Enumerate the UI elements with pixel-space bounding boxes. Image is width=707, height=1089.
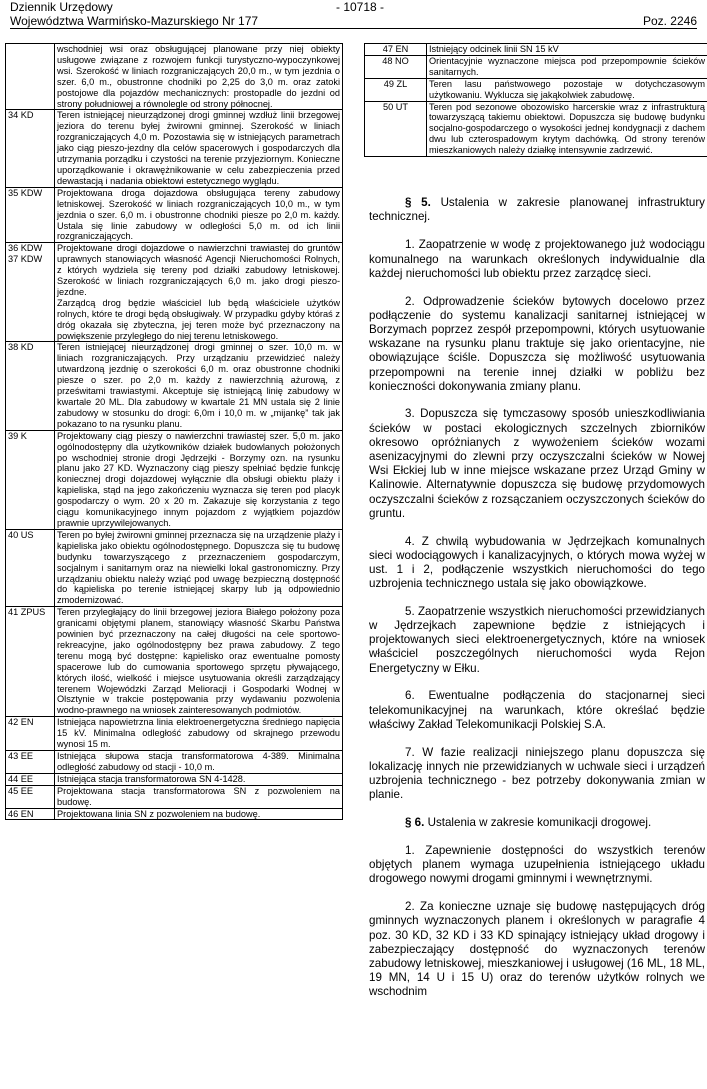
zone-description: Teren istniejącej nieurządzonej drogi gminnej o szer. 10,0 m. w liniach rozgraniczających. Przy urządzaniu przewidzieć należy utwardzoną jezdnię o szerokości 6,0 m. oraz obustronne chodniki piesze o szer. po 2,0 m. każdy z nawierzchnią ażurową, z prześwitami trawiastymi. Akceptuje się istniejącą linię zabudowy w kwartale 20 ML. Dla zabudowy w kwartale 21 MN ustala się 2 linie zabudowy w stosunku do drogi: 6,0m i 10,0 m. w „mijankę” tak jak pokazano to na rysunku planu. (55, 342, 343, 430)
zone-code: 36 KDW 37 KDW (6, 243, 55, 342)
zone-code: 47 EN (365, 44, 427, 56)
page-number: - 10718 - (336, 0, 385, 14)
table-row (6, 44, 343, 110)
zone-description: Istniejąca słupowa stacja transformatorowa 4-389. Minimalna odległość zabudowy od stacji - 10,0 m. (55, 751, 343, 774)
zoning-table-left (5, 43, 343, 820)
zone-description: Projektowany ciąg pieszy o nawierzchni trawiastej szer. 5,0 m. jako ogólnodostępny dla użytkowników działek budowlanych położonych po wschodniej stronie drogi Jędrzejki - Borzymy ozn. na rysunku planu jako 27 KD. Wyznaczony ciąg pieszy spełniać będzie funkcję koniecznej drogi dojazdowej wyłącznie dla obsługi obiektu plaży i kąpieliska, stąd na jego zakończeniu wyznacza się teren pod placyk gospodarczy o wym. 20 x 20 m. Zakazuje się korzystania z tego ciągu komunikacyjnego innym pojazdom z wyjątkiem pojazdów prawnie uprzywilejowanych. (55, 430, 343, 529)
position-number: Poz. 2246 (642, 14, 697, 28)
zone-description: Teren pod sezonowe obozowisko harcerskie wraz z infrastrukturą towarzyszącą takiemu obiektowi. Dopuszcza się budowę budynku socjalno-gospodarczego o wysokości jednej kondygnacji z dachem dwu lub czterospadowym krytym dachówką. Od strony terenów mieszkaniowych należy działkę intensywnie zadrzewić. (427, 101, 707, 157)
zone-description: Teren istniejącej nieurządzonej drogi gminnej wzdłuż linii brzegowej jeziora do terenu byłej żwirowni gminnej. Szerokość w liniach rozgraniczających 4,0 m. Pozostawia się w istniejących parametrach jako ciąg pieszo-jezdny dla celów spacerowych i gospodarczych dla utrzymania porządku i czystości na terenie przyjeziornym. Konieczne uporządkowanie i okrawężnikowanie w celu zabezpieczenia przed dewastacją i nadania obiektowi estetycznego wyglądu. (55, 110, 343, 187)
zone-code: 43 EE (6, 751, 55, 774)
table-row (6, 110, 343, 187)
table-row (6, 430, 343, 529)
table-row (6, 773, 343, 785)
zone-description: Istniejąca napowietrzna linia elektroenergetyczna średniego napięcia 15 kV. Minimalna odległość zabudowy od skrajnego przewodu wynosi 15 m. (55, 717, 343, 751)
page-header (10, 0, 697, 34)
table-row (6, 187, 343, 243)
zone-code: 34 KD (6, 110, 55, 187)
zone-code: 49 ZL (365, 78, 427, 101)
paragraph-6-1: 1. Zapewnienie dostępności do wszystkich terenów objętych planem wymaga uzupełnienia istniejącego układu drogowego nowymi drogami gminnymi i wewnętrznymi. (369, 844, 705, 886)
table-row (365, 55, 707, 78)
table-row (6, 243, 343, 342)
zone-description: Projektowana linia SN z pozwoleniem na budowę. (55, 808, 343, 820)
table-row (365, 78, 707, 101)
zone-description: Teren po byłej żwirowni gminnej przeznacza się na urządzenie plaży i kąpieliska jako obiektu ogólnodostępnego. Dopuszcza się tu budowę budynku towarzyszącego z przeznaczeniem gospodarczym, socjalnym i sanitarnym oraz na niewielki lokal gastronomiczny. Przy urządzaniu obiektu należy wziąć pod uwagę bezpieczną dostępność do kąpieliska po terenie istniejącej skarpy lub ją odpowiednio zmodernizować. (55, 529, 343, 606)
zone-code: 35 KDW (6, 187, 55, 243)
zoning-table-right (364, 43, 707, 157)
table-row (365, 44, 707, 56)
paragraph-5-5: 5. Zaopatrzenie wszystkich nieruchomości przewidzianych w Jędrzejkach zapewnione będzie z istniejących i projektowanych sieci elektroenergetycznych, które na wniosek właściciel poszczególnych nieruchomości wyda Rejon Energetyczny w Ełku. (369, 604, 705, 675)
zone-code: 39 K (6, 430, 55, 529)
zone-code: 44 EE (6, 773, 55, 785)
table-row (6, 342, 343, 430)
paragraph-5-1: 1. Zaopatrzenie w wodę z projektowanego już wodociągu komunalnego na warunkach określonych indywidualnie dla każdej nieruchomości lub obiektu przez zarządcę sieci. (369, 238, 705, 280)
zone-description: wschodniej wsi oraz obsługującej planowane przy niej obiekty usługowe związane z rozwojem funkcji turystyczno-wypoczynkowej wsi. Szerokość w liniach rozgraniczających 20,0 m., w tym jezdnia o szer. 6,0 m., obustronne chodniki po 2,25 do 3,0 m. oraz zatoki postojowe dla pojazdów mechanicznych: prostopadle do jezdni od strony południowej a równolegle od strony północnej. (55, 44, 343, 110)
zone-code: 40 US (6, 529, 55, 606)
header-rule (10, 28, 697, 29)
table-row (6, 751, 343, 774)
table-row (365, 101, 707, 157)
zone-code: 50 UT (365, 101, 427, 157)
table-row (6, 808, 343, 820)
paragraph-5-3: 3. Dopuszcza się tymczasowy sposób unieszkodliwiania ścieków w postaci ekologicznych szczelnych zbiorników okresowo opróżnianych z wywożeniem ścieków wozami asenizacyjnymi do zlewni przy oczyszczalni ścieków w Nowej Wsi Ełckiej lub w inne miejsce wskazane przez Urząd Gminy w Kalinowie. Alternatywnie dopuszcza się budowę przydomowych oczyszczalni ścieków z rozsączaniem oczyszczonych ścieków do gruntu. (369, 407, 705, 520)
paragraph-5-2: 2. Odprowadzenie ścieków bytowych docelowo przez podłączenie do systemu kanalizacji sanitarnej istniejącej w Borzymach poprzez zespół przepompowni, których usytuowanie wskazane na rysunku planu traktuje się jako orientacyjne, nie obowiązujące ściśle. Dopuszcza się możliwość usytuowania przepompowni na terenie innej działki w pobliżu bez konieczności dokonywania zmiany planu. (369, 294, 705, 393)
journal-subtitle: Województwa Warmińsko-Mazurskiego Nr 177 (10, 14, 259, 28)
paragraph-5-4: 4. Z chwilą wybudowania w Jędrzejkach komunalnych sieci wodociągowych i kanalizacyjnych, o których mowa wyżej w ust. 1 i 2, podłączenie wszystkich nieruchomości do tego uzbrojenia technicznego ustala się jako obowiązkowe. (369, 534, 705, 591)
section-6-heading: § 6. Ustalenia w zakresie komunikacji drogowej. (405, 815, 652, 829)
zone-code (6, 44, 55, 110)
journal-title: Dziennik Urzędowy (10, 0, 113, 14)
zone-description: Istniejąca stacja transformatorowa SN 4-1428. (55, 773, 343, 785)
zone-code: 46 EN (6, 808, 55, 820)
paragraph-6-2: 2. Za konieczne uznaje się budowę następujących dróg gminnych wyznaczonych planem i określonych w paragrafie 4 poz. 30 KD, 32 KD i 33 KD spinający istniejący układ drogowy i zabezpieczający dostępność do wyznaczonych terenów zabudowy letniskowej, mieszkaniowej i usługowej (16 ML, 18 ML, 19 MN, 14 U i 15 U) oraz do terenów użytków rolnych we wschodnim (369, 900, 705, 999)
paragraph-5-6: 6. Ewentualne podłączenia do stacjonarnej sieci telekomunikacyjnej na warunkach, które określać będzie właściwy Zakład Telekomunikacji Polskiej S.A. (369, 689, 705, 731)
table-row (6, 785, 343, 808)
section-5-heading: § 5. Ustalenia w zakresie planowanej infrastruktury technicznej. (369, 196, 705, 224)
zone-code: 38 KD (6, 342, 55, 430)
zone-code: 41 ZPUS (6, 607, 55, 717)
zone-description: Orientacyjnie wyznaczone miejsca pod przepompownie ścieków sanitarnych. (427, 55, 707, 78)
zone-code: 48 NO (365, 55, 427, 78)
zone-description: Istniejący odcinek linii SN 15 kV (427, 44, 707, 56)
table-row (6, 607, 343, 717)
zone-code: 45 EE (6, 785, 55, 808)
right-column-text (369, 196, 705, 1013)
paragraph-5-7: 7. W fazie realizacji niniejszego planu dopuszcza się lokalizację innych nie przewidzianych w uchwale sieci i urządzeń uzbrojenia technicznego - bez potrzeby dokonywania zmian w planie. (369, 745, 705, 802)
zone-description: Teren lasu państwowego pozostaje w dotychczasowym użytkowaniu. Wyklucza się jakąkolwiek zabudowę. (427, 78, 707, 101)
zone-description: Projektowana stacja transformatorowa SN z pozwoleniem na budowę. (55, 785, 343, 808)
table-row (6, 529, 343, 606)
table-row (6, 717, 343, 751)
zone-description: Projektowana droga dojazdowa obsługująca tereny zabudowy letniskowej. Szerokość w liniach rozgraniczających 10,0 m., w tym jezdnia o szer. 6,0 m. i obustronne chodniki piesze po 2,0 m. każdy. Ustala się linie zabudowy w odległości 5,0 m. od ich linii rozgraniczających. (55, 187, 343, 243)
zone-description: Teren przyległający do linii brzegowej jeziora Białego położony poza granicami objętymi planem, stanowiący własność Skarbu Państwa powinien być przeznaczony na całej długości na cele sportowo-rekreacyjne, jako ogólnodostępny bez prawa zabudowy. Z tego terenu mogą być dostępne: kąpielisko oraz ewentualne pomosty spacerowe lub do cumowania sportowego sprzętu pływającego, których ilość, wielkość i miejsce usytuowania określi zarządzający terenem Wojewódzki Zarząd Melioracji i Gospodarki Wodnej w Olsztynie w trakcie postępowania przy wydawaniu pozwolenia wodno-prawnego na wniosek zainteresowanych podmiotów. (55, 607, 343, 717)
zone-description: Projektowane drogi dojazdowe o nawierzchni trawiastej do gruntów uprawnych stanowiących własność Agencji Nieruchomości Rolnych, z których wydziela się tereny pod działki zabudowy letniskowej. Szerokość w liniach rozgraniczających 6,0 m. jako drogi pieszo-jezdne. Zarządcą drog będzie właściciel lub będą właściciele użytków rolnych, które te drogi będą obsługiwały. W przypadku gdyby któraś z dróg okazała się zbyteczna, jej teren może być przeznaczony na powiększenie przyległego do niej terenu letniskowego. (55, 243, 343, 342)
zone-code: 42 EN (6, 717, 55, 751)
